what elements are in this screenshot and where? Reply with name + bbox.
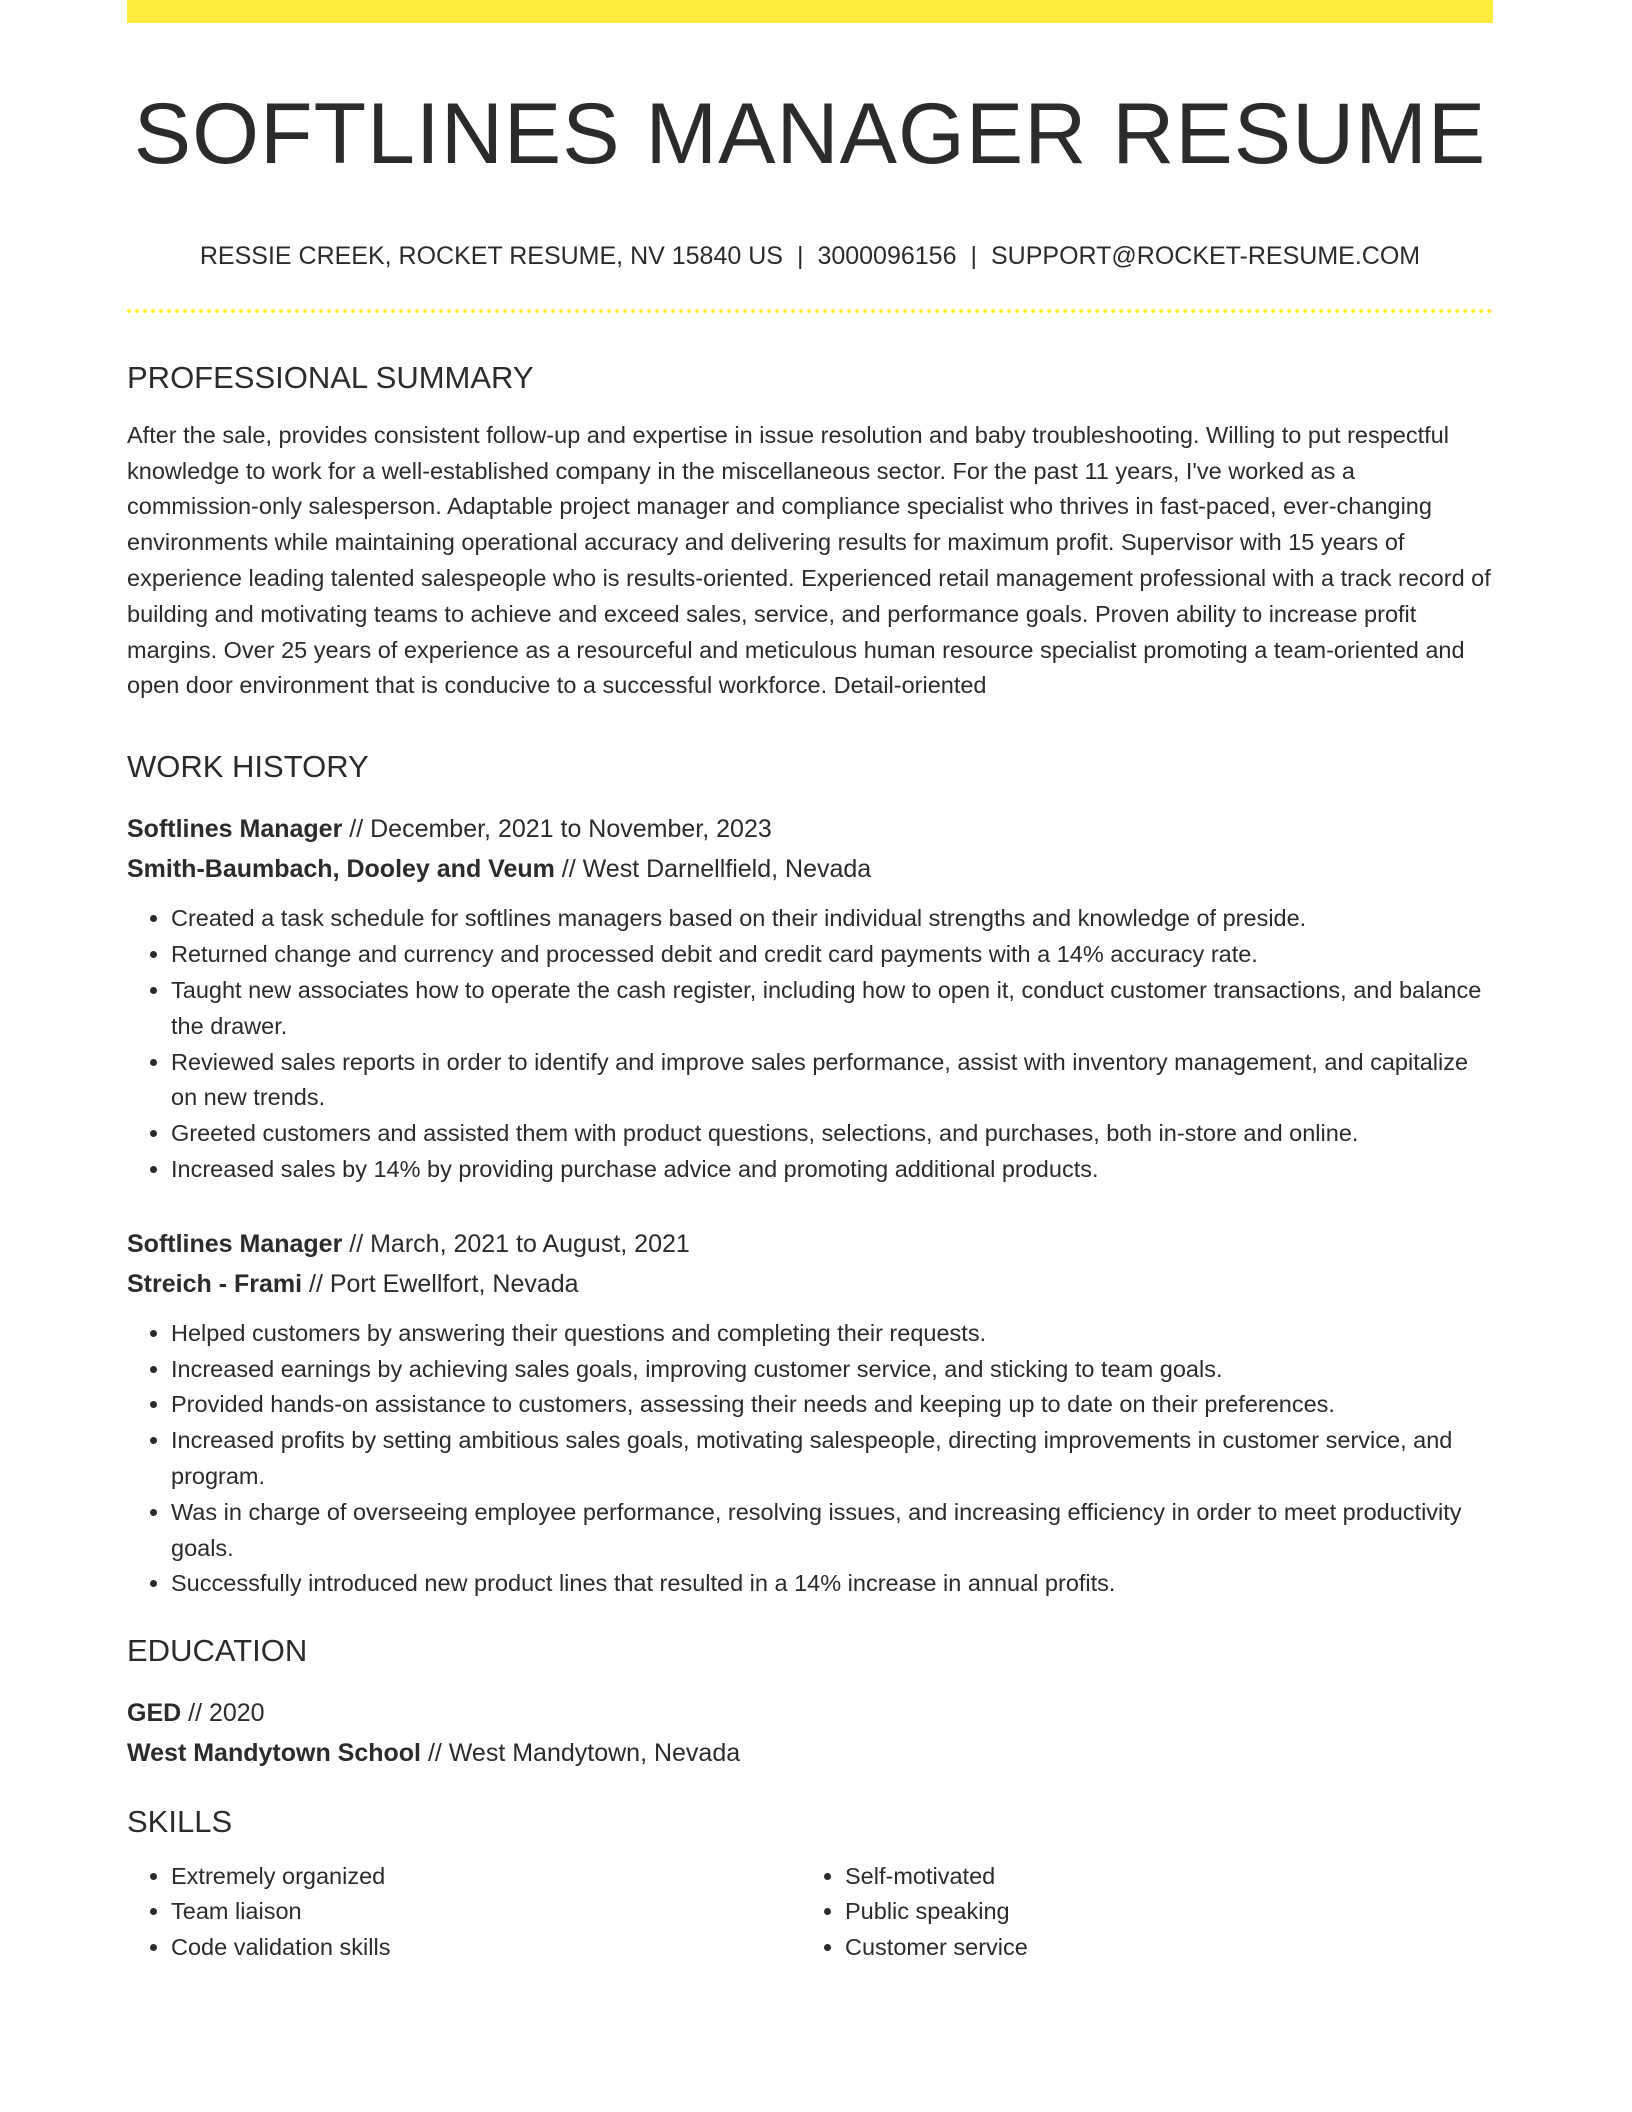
summary-text: After the sale, provides consistent follow-up and expertise in issue resolution and baby troubleshooting. Willing to put respectful knowledge to work for a well-established company in the miscellaneous sector. For the past 11 years, I've worked as a commission-only salesperson. Adaptable project manager and compliance specialist who thrives in fast-paced, ever-changing environments while maintaining operational accuracy and delivering results for maximum profit. Supervisor with 15 years of experience leading talented salespeople who is results-oriented. Experienced retail management professional with a track record of building and motivating teams to achieve and exceed sales, service, and performance goals. Proven ability to increase profit margins. Over 25 years of experience as a resourceful and meticulous human resource specialist promoting a team-oriented and open door environment that is conducive to a successful workforce. Detail-oriented (127, 421, 1491, 699)
job-bullet: • Increased earnings by achieving sales goals, improving customer service, and sticking to team goals. (171, 1352, 1493, 1388)
job-bullet: • Reviewed sales reports in order to identify and improve sales performance, assist with inventory management, and capitalize on new trends. (171, 1045, 1493, 1117)
skill-item: • Customer service (845, 1930, 1475, 1966)
job-role-line (127, 809, 1493, 849)
dotted-divider (127, 309, 1493, 313)
top-accent-bar (127, 0, 1493, 23)
section-title-skills: SKILLS (127, 1804, 233, 1840)
contact-line (127, 240, 1493, 273)
job-role: Softlines Manager (127, 815, 343, 844)
job-dates: // December, 2021 to November, 2023 (342, 815, 772, 844)
skill-item: • Public speaking (845, 1894, 1475, 1930)
job-bullet: • Created a task schedule for softlines managers based on their individual strengths and knowledge of preside. (171, 901, 1493, 937)
job-company-line (127, 1264, 1493, 1304)
contact-separator: | (970, 242, 977, 271)
job-role-line (127, 1224, 1493, 1264)
skill-item: • Self-motivated (845, 1859, 1475, 1895)
job-company-line (127, 849, 1493, 889)
skill-item: • Team liaison (171, 1894, 801, 1930)
skills-grid (127, 1859, 1493, 1966)
contact-separator: | (796, 242, 804, 271)
education-school-line (127, 1733, 1493, 1773)
job-bullet: • Provided hands-on assistance to customers, assessing their needs and keeping up to date on their preferences. (171, 1387, 1493, 1423)
section-title-work-history: WORK HISTORY (127, 749, 369, 785)
job-bullets (127, 1316, 1493, 1602)
contact-email: SUPPORT@ROCKET-RESUME.COM (990, 242, 1421, 271)
job-entry (127, 809, 1493, 1187)
education-degree: GED (127, 1699, 182, 1728)
section-title-education: EDUCATION (127, 1633, 308, 1669)
job-bullet: • Increased sales by 14% by providing purchase advice and promoting additional products. (171, 1152, 1493, 1188)
skills-column-left (127, 1859, 801, 1966)
education-year: // 2020 (181, 1699, 265, 1728)
job-location: // Port Ewellfort, Nevada (302, 1269, 579, 1298)
skill-item: • Code validation skills (171, 1930, 801, 1966)
job-bullet: • Increased profits by setting ambitious sales goals, motivating salespeople, directing improvements in customer service, and program. (171, 1423, 1493, 1495)
education-school: West Mandytown School (127, 1739, 421, 1768)
skill-item: • Extremely organized (171, 1859, 801, 1895)
job-company: Streich - Frami (127, 1269, 303, 1298)
resume-content (127, 0, 1493, 1966)
job-location: // West Darnellfield, Nevada (554, 855, 872, 884)
job-role: Softlines Manager (127, 1229, 343, 1258)
contact-phone: 3000096156 (817, 242, 957, 271)
job-bullets (127, 901, 1493, 1187)
job-bullet: • Helped customers by answering their questions and completing their requests. (171, 1316, 1493, 1352)
contact-address: RESSIE CREEK, ROCKET RESUME, NV 15840 US (199, 242, 783, 271)
job-bullet: • Was in charge of overseeing employee performance, resolving issues, and increasing efficiency in order to meet productivity goals. (171, 1495, 1493, 1567)
education-location: // West Mandytown, Nevada (421, 1739, 741, 1768)
job-bullet: • Greeted customers and assisted them with product questions, selections, and purchases, both in-store and online. (171, 1116, 1493, 1152)
section-title-summary: PROFESSIONAL SUMMARY (127, 359, 534, 395)
education-entry (127, 1693, 1493, 1773)
resume-title: SOFTLINES MANAGER RESUME (133, 86, 1487, 182)
skills-column-right (801, 1859, 1475, 1966)
job-entry (127, 1224, 1493, 1602)
job-bullet: • Taught new associates how to operate the cash register, including how to open it, conduct customer transactions, and balance the drawer. (171, 973, 1493, 1045)
job-bullet: • Successfully introduced new product lines that resulted in a 14% increase in annual profits. (171, 1566, 1493, 1602)
education-degree-line (127, 1693, 1493, 1733)
job-bullet: • Returned change and currency and processed debit and credit card payments with a 14% accuracy rate. (171, 937, 1493, 973)
job-dates: // March, 2021 to August, 2021 (342, 1229, 690, 1258)
job-company: Smith-Baumbach, Dooley and Veum (127, 855, 555, 884)
